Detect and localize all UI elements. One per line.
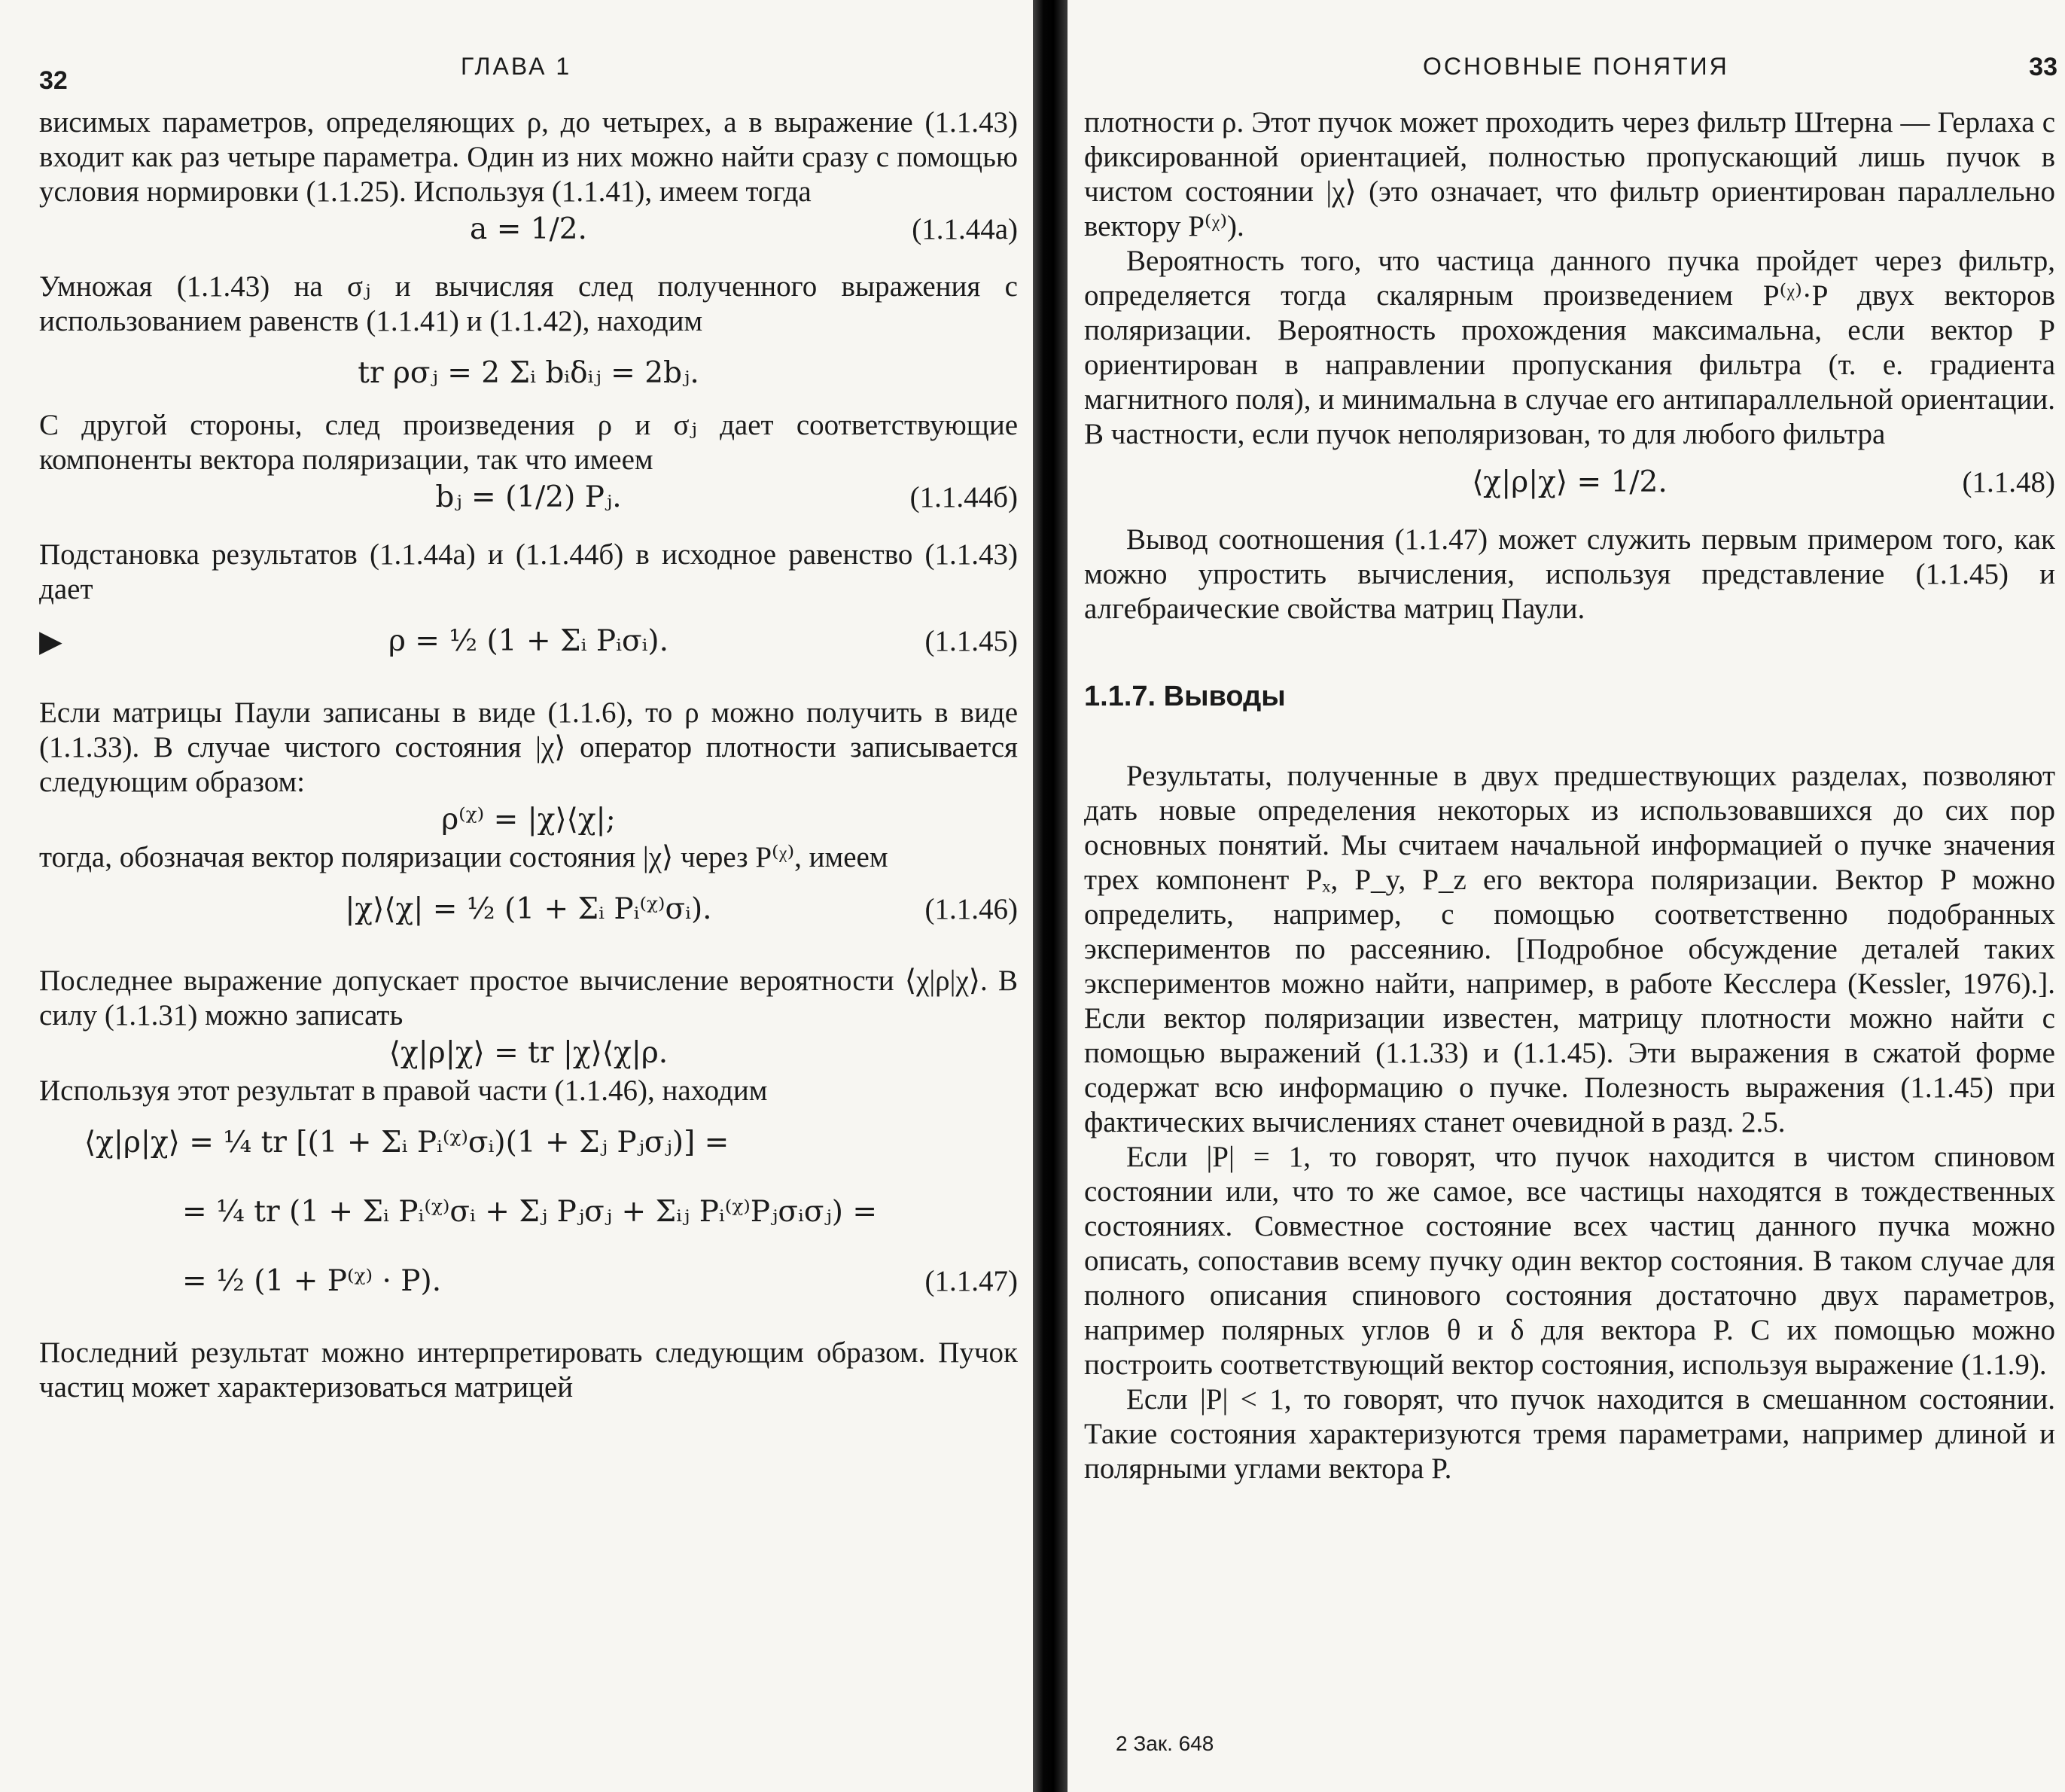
left-paragraph-7: Последнее выражение допускает простое вычисление вероятности ⟨χ|ρ|χ⟩. В силу (1.1.31) можно записать [39,965,1018,1032]
equation-1-1-45-formula: ρ = ½ (1 + Σᵢ Pᵢσᵢ). [388,624,669,658]
left-running-head: ГЛАВА 1 [461,53,572,80]
equation-probability [39,1033,1018,1074]
right-running-head: ОСНОВНЫЕ ПОНЯТИЯ [1423,53,1729,80]
printer-signature: 2 Зак. 648 [1116,1732,1214,1755]
equation-1-1-47-line-2 [39,1178,1018,1247]
right-page-header [1084,53,2065,105]
equation-1-1-47-number: (1.1.47) [924,1265,1018,1297]
left-paragraph-2: Умножая (1.1.43) на σⱼ и вычисляя след полученного выражения с использованием равенств (1.1.41) и (1.1.42), находим [39,270,1018,337]
right-paragraph-1: плотности ρ. Этот пучок может проходить через фильтр Штерна — Герлаха с фиксированной ориентацией, полностью пропускающий лишь пучок в чистом состоянии |χ⟩ (это означает, что фильтр ориентирован параллельно вектору P⁽ᵡ⁾). [1084,106,2055,242]
left-paragraph-5: Если матрицы Паули записаны в виде (1.1.6), то ρ можно получить в виде (1.1.33). В случае чистого состояния |χ⟩ оператор плотности записывается следующим образом: [39,696,1018,798]
equation-1-1-47-line-3 [39,1247,1018,1316]
equation-1-1-47-line-2-formula: = ¼ tr (1 + Σᵢ Pᵢ⁽ᵡ⁾σᵢ + Σⱼ Pⱼσⱼ + Σᵢⱼ Pᵢ⁽ᵡ⁾Pⱼσᵢσⱼ) = [182,1195,878,1229]
equation-1-1-44a [39,209,1018,250]
section-heading: 1.1.7. Выводы [1084,681,1286,712]
equation-1-1-48 [1084,462,2055,503]
left-paragraph-4: Подстановка результатов (1.1.44а) и (1.1.44б) в исходное равенство (1.1.43) дает [39,538,1018,605]
equation-1-1-44b-number: (1.1.44б) [909,481,1018,514]
equation-rho-chi-formula: ρ⁽ᵡ⁾ = |χ⟩⟨χ|; [441,803,616,837]
equation-1-1-44a-formula: a = 1/2. [470,212,587,246]
equation-1-1-44b [39,477,1018,518]
equation-1-1-46 [39,875,1018,944]
equation-1-1-44b-formula: bⱼ = (1/2) Pⱼ. [435,480,622,514]
left-paragraph-8: Используя этот результат в правой части (1.1.46), находим [39,1074,768,1107]
right-paragraph-4: Результаты, полученные в двух предшествующих разделах, позволяют дать новые определения некоторых из использовавшихся до сих пор основных понятий. Мы считаем начальной информацией о пучке значения трех компонент Pₓ, P_y, P_z его вектора поляризации. Вектор P можно определить, например, с помощью соответственно подобранных экспериментов по рассеянию. [Подробное обсуждение деталей таких экспериментов можно найти, например, в работе Кесслера (Kessler, 1976).]. Если вектор поляризации известен, матрицу плотности можно найти с помощью выражений (1.1.33) и (1.1.45). Эти выражения в сжатой форме содержат всю информацию о пучке. Полезность выражения (1.1.45) при фактических вычислениях станет очевидной в разд. 2.5. [1084,760,2055,1138]
left-paragraph-6: тогда, обозначая вектор поляризации состояния |χ⟩ через P⁽ᵡ⁾, имеем [39,841,888,873]
left-paragraph-3: С другой стороны, след произведения ρ и σⱼ дает соответствующие компоненты вектора поляризации, так что имеем [39,409,1018,476]
right-paragraph-3: Вывод соотношения (1.1.47) может служить первым примером того, как можно упростить вычисления, используя представление (1.1.45) и алгебраические свойства матриц Паули. [1084,523,2055,625]
equation-1-1-46-number: (1.1.46) [924,893,1018,925]
equation-1-1-47-line-1-formula: ⟨χ|ρ|χ⟩ = ¼ tr [(1 + Σᵢ Pᵢ⁽ᵡ⁾σᵢ)(1 + Σⱼ Pⱼσⱼ)] = [84,1126,729,1160]
right-page [1069,0,2065,1792]
key-formula-marker-icon: ▶ [39,624,62,659]
equation-1-1-48-formula: ⟨χ|ρ|χ⟩ = 1/2. [1472,465,1668,499]
equation-rho-chi [39,800,1018,840]
left-page-header [39,53,1031,105]
left-paragraph-9: Последний результат можно интерпретировать следующим образом. Пучок частиц может характеризоваться матрицей [39,1336,1018,1403]
right-text-column [1084,105,2055,1486]
equation-1-1-45-number: (1.1.45) [924,625,1018,657]
right-paragraph-2: Вероятность того, что частица данного пучка пройдет через фильтр, определяется тогда скалярным произведением P⁽ᵡ⁾·P двух векторов поляризации. Вероятность прохождения максимальна, если вектор P ориентирован в направлении пропускания фильтра (т. е. градиента магнитного поля), и минимальна в случае его антипараллельной ориентации. В частности, если пучок неполяризован, то для любого фильтра [1084,245,2055,450]
equation-1-1-47-line-1 [39,1108,1018,1178]
equation-probability-formula: ⟨χ|ρ|χ⟩ = tr |χ⟩⟨χ|ρ. [388,1036,669,1070]
equation-1-1-47-line-3-formula: = ½ (1 + P⁽ᵡ⁾ · P). [182,1264,442,1298]
equation-trace [39,339,1018,408]
right-paragraph-6: Если |P| < 1, то говорят, что пучок находится в смешанном состоянии. Такие состояния характеризуются тремя параметрами, например длиной и полярными углами вектора P. [1084,1383,2055,1485]
equation-1-1-46-formula: |χ⟩⟨χ| = ½ (1 + Σᵢ Pᵢ⁽ᵡ⁾σᵢ). [345,892,712,926]
equation-1-1-48-number: (1.1.48) [1962,466,2055,498]
left-page-number: 32 [39,66,68,95]
equation-trace-formula: tr ρσⱼ = 2 Σᵢ bᵢδᵢⱼ = 2bⱼ. [358,356,699,390]
left-paragraph-1: висимых параметров, определяющих ρ, до четырех, а в выражение (1.1.43) входит как раз четыре параметра. Один из них можно найти сразу с помощью условия нормировки (1.1.25). Используя (1.1.41), имеем тогда [39,106,1018,208]
left-text-column [39,105,1018,1405]
equation-1-1-44a-number: (1.1.44а) [912,213,1018,245]
left-page [0,0,1031,1792]
book-spine [1033,0,1068,1792]
right-page-number: 33 [2029,53,2057,81]
right-paragraph-5: Если |P| = 1, то говорят, что пучок находится в чистом спиновом состоянии или, что то же самое, все частицы находятся в тождественных состояниях. Совместное состояние всех частиц данного пучка можно описать, сопоставив всему пучку один вектор состояния. В таком случае для полного описания спинового состояния достаточно двух параметров, например полярных углов θ и δ для вектора P. С их помощью можно построить соответствующий вектор состояния, используя выражение (1.1.9). [1084,1141,2055,1381]
equation-1-1-45 [39,607,1018,676]
